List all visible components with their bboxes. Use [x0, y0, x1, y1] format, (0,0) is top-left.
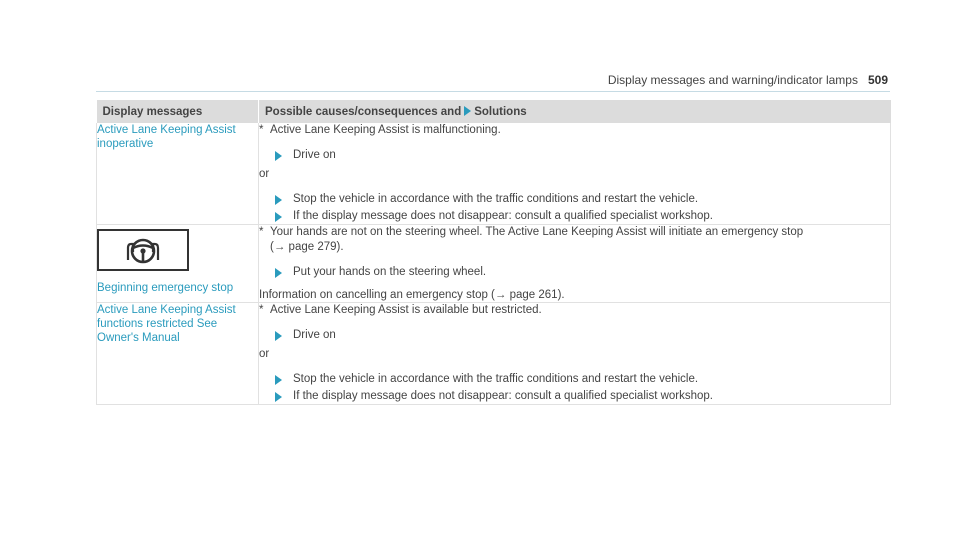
solution-cell [259, 123, 891, 224]
step-text: If the display message does not disappear: consult a qualified specialist workshop. [293, 209, 713, 222]
running-header [608, 73, 888, 87]
asterisk-icon: * [259, 304, 264, 317]
step-text: Drive on [293, 148, 336, 161]
cause-text: Active Lane Keeping Assist is malfunctioning. [270, 124, 501, 136]
message-text: Active Lane Keeping Assist functions restricted See Owner's Manual [97, 304, 236, 345]
message-cell [97, 224, 259, 303]
header-rule [96, 91, 890, 92]
message-text: Active Lane Keeping Assist inoperative [97, 124, 236, 151]
step-text: If the display message does not disappear: consult a qualified specialist workshop. [293, 390, 713, 403]
cause-item: * Your hands are not on the steering wheel. The Active Lane Keeping Assist will initiate an emergency stop (→ page 279). [259, 225, 804, 253]
asterisk-icon: * [259, 225, 264, 238]
arrow-right-icon [275, 331, 282, 341]
arrow-right-icon [275, 375, 282, 385]
arrow-right-icon [275, 392, 282, 402]
action-step [259, 148, 890, 163]
arrow-right-icon [275, 195, 282, 205]
page-reference-arrow-icon: → [273, 240, 286, 253]
message-cell [97, 303, 259, 405]
step-text: Drive on [293, 329, 336, 342]
table-header-row [97, 100, 891, 123]
column-header-solutions-prefix: Possible causes/consequences and [265, 106, 462, 118]
column-header-solutions [259, 100, 891, 123]
arrow-right-icon [275, 268, 282, 278]
arrow-right-icon [275, 212, 282, 222]
action-step [259, 328, 890, 343]
action-step [259, 389, 890, 404]
table-row [97, 224, 891, 303]
page-reference[interactable]: page 279 [288, 240, 337, 253]
cause-item [259, 123, 890, 138]
table-row [97, 303, 891, 405]
action-step [259, 192, 890, 207]
header-title: Display messages and warning/indicator lamps [607, 73, 858, 87]
arrow-right-icon [275, 151, 282, 161]
hands-on-steering-wheel-icon [97, 229, 189, 271]
page-reference[interactable]: page 261 [509, 288, 558, 301]
step-text: Stop the vehicle in accordance with the traffic conditions and restart the vehicle. [293, 373, 699, 386]
step-text: Stop the vehicle in accordance with the traffic conditions and restart the vehicle. [293, 192, 699, 205]
page-reference-arrow-icon: → [494, 288, 507, 301]
solution-cell [259, 224, 891, 303]
page-number: 509 [867, 73, 888, 87]
action-step [259, 372, 890, 387]
action-step [259, 265, 890, 280]
asterisk-icon: * [259, 124, 264, 136]
display-messages-table [96, 100, 891, 405]
cause-text: Your hands are not on the steering wheel. The Active Lane Keeping Assist will initiate an emergency stop [270, 225, 804, 238]
table-row [97, 123, 891, 224]
arrow-right-icon [464, 106, 471, 116]
info-text: Information on cancelling an emergency stop (→ page 261). [259, 288, 565, 301]
column-header-solutions-suffix: Solutions [474, 106, 527, 118]
column-header-messages: Display messages [97, 100, 259, 123]
action-step [259, 209, 890, 224]
or-text: or [259, 348, 270, 361]
message-cell [97, 123, 259, 224]
message-text: Beginning emergency stop [97, 281, 234, 294]
cause-item [259, 303, 890, 318]
step-text: Put your hands on the steering wheel. [293, 265, 487, 278]
or-text: or [259, 167, 270, 180]
solution-cell [259, 303, 891, 405]
cause-text: Active Lane Keeping Assist is available but restricted. [270, 304, 542, 317]
